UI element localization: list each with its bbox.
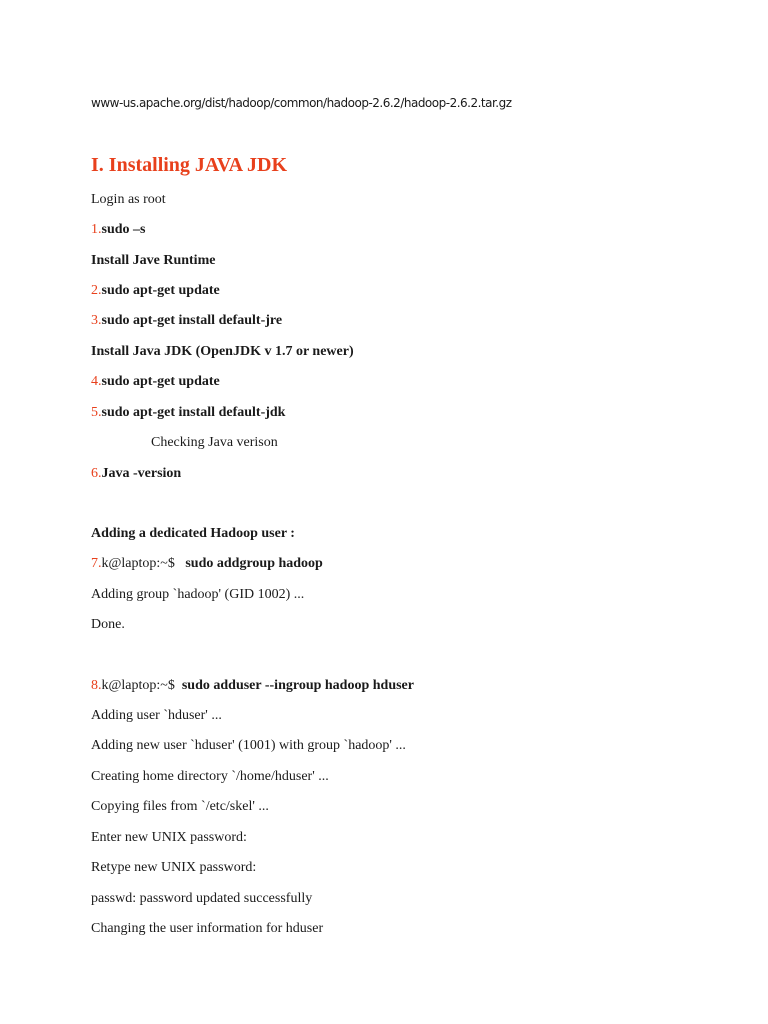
step-number: 3.: [91, 313, 102, 328]
download-url: www-us.apache.org/dist/hadoop/common/hadoop-2.6.2/hadoop-2.6.2.tar.gz: [91, 96, 512, 110]
step-4: [91, 373, 220, 391]
output-line: Retype new UNIX password:: [91, 860, 257, 875]
step-3: [91, 312, 282, 330]
jre-subheading: Install Jave Runtime: [91, 253, 216, 268]
step-command: sudo apt-get update: [101, 374, 220, 389]
step-number: 8.: [91, 678, 102, 693]
step-6: [91, 465, 181, 483]
output-line: Copying files from `/etc/skel' ...: [91, 799, 269, 814]
step-command: sudo addgroup hadoop: [185, 556, 323, 571]
step-command: sudo –s: [101, 222, 146, 237]
jdk-subheading: Install Java JDK (OpenJDK v 1.7 or newer): [91, 344, 354, 359]
step-number: 2.: [91, 283, 102, 298]
shell-prompt: k@laptop:~$: [101, 556, 175, 571]
step-7: [91, 555, 323, 573]
output-line: Enter new UNIX password:: [91, 830, 247, 845]
step-5: [91, 404, 285, 422]
output-line: Creating home directory `/home/hduser' ...: [91, 769, 329, 784]
step-number: 4.: [91, 374, 102, 389]
step-number: 7.: [91, 556, 102, 571]
output-line: passwd: password updated successfully: [91, 891, 313, 906]
hadoop-user-subheading: Adding a dedicated Hadoop user :: [91, 526, 295, 541]
step-command: sudo adduser --ingroup hadoop hduser: [181, 678, 414, 693]
step-command: sudo apt-get install default-jre: [101, 313, 283, 328]
output-line: Adding group `hadoop' (GID 1002) ...: [91, 587, 305, 602]
output-line: Done.: [91, 617, 125, 632]
step-1: [91, 221, 145, 239]
step-2: [91, 282, 220, 300]
step-number: 6.: [91, 466, 102, 481]
check-version-note: Checking Java verison: [151, 435, 278, 450]
step-number: 1.: [91, 222, 102, 237]
step-command: sudo apt-get install default-jdk: [101, 405, 286, 420]
section-heading: I. Installing JAVA JDK: [91, 154, 287, 176]
output-line: Adding user `hduser' ...: [91, 708, 222, 723]
step-command: sudo apt-get update: [101, 283, 220, 298]
step-command: Java -version: [101, 466, 182, 481]
step-number: 5.: [91, 405, 102, 420]
login-instruction: Login as root: [91, 192, 166, 207]
output-line: Adding new user `hduser' (1001) with group `hadoop' ...: [91, 738, 406, 753]
step-8: [91, 677, 414, 695]
output-line: Changing the user information for hduser: [91, 921, 324, 936]
shell-prompt: k@laptop:~$: [101, 678, 179, 693]
